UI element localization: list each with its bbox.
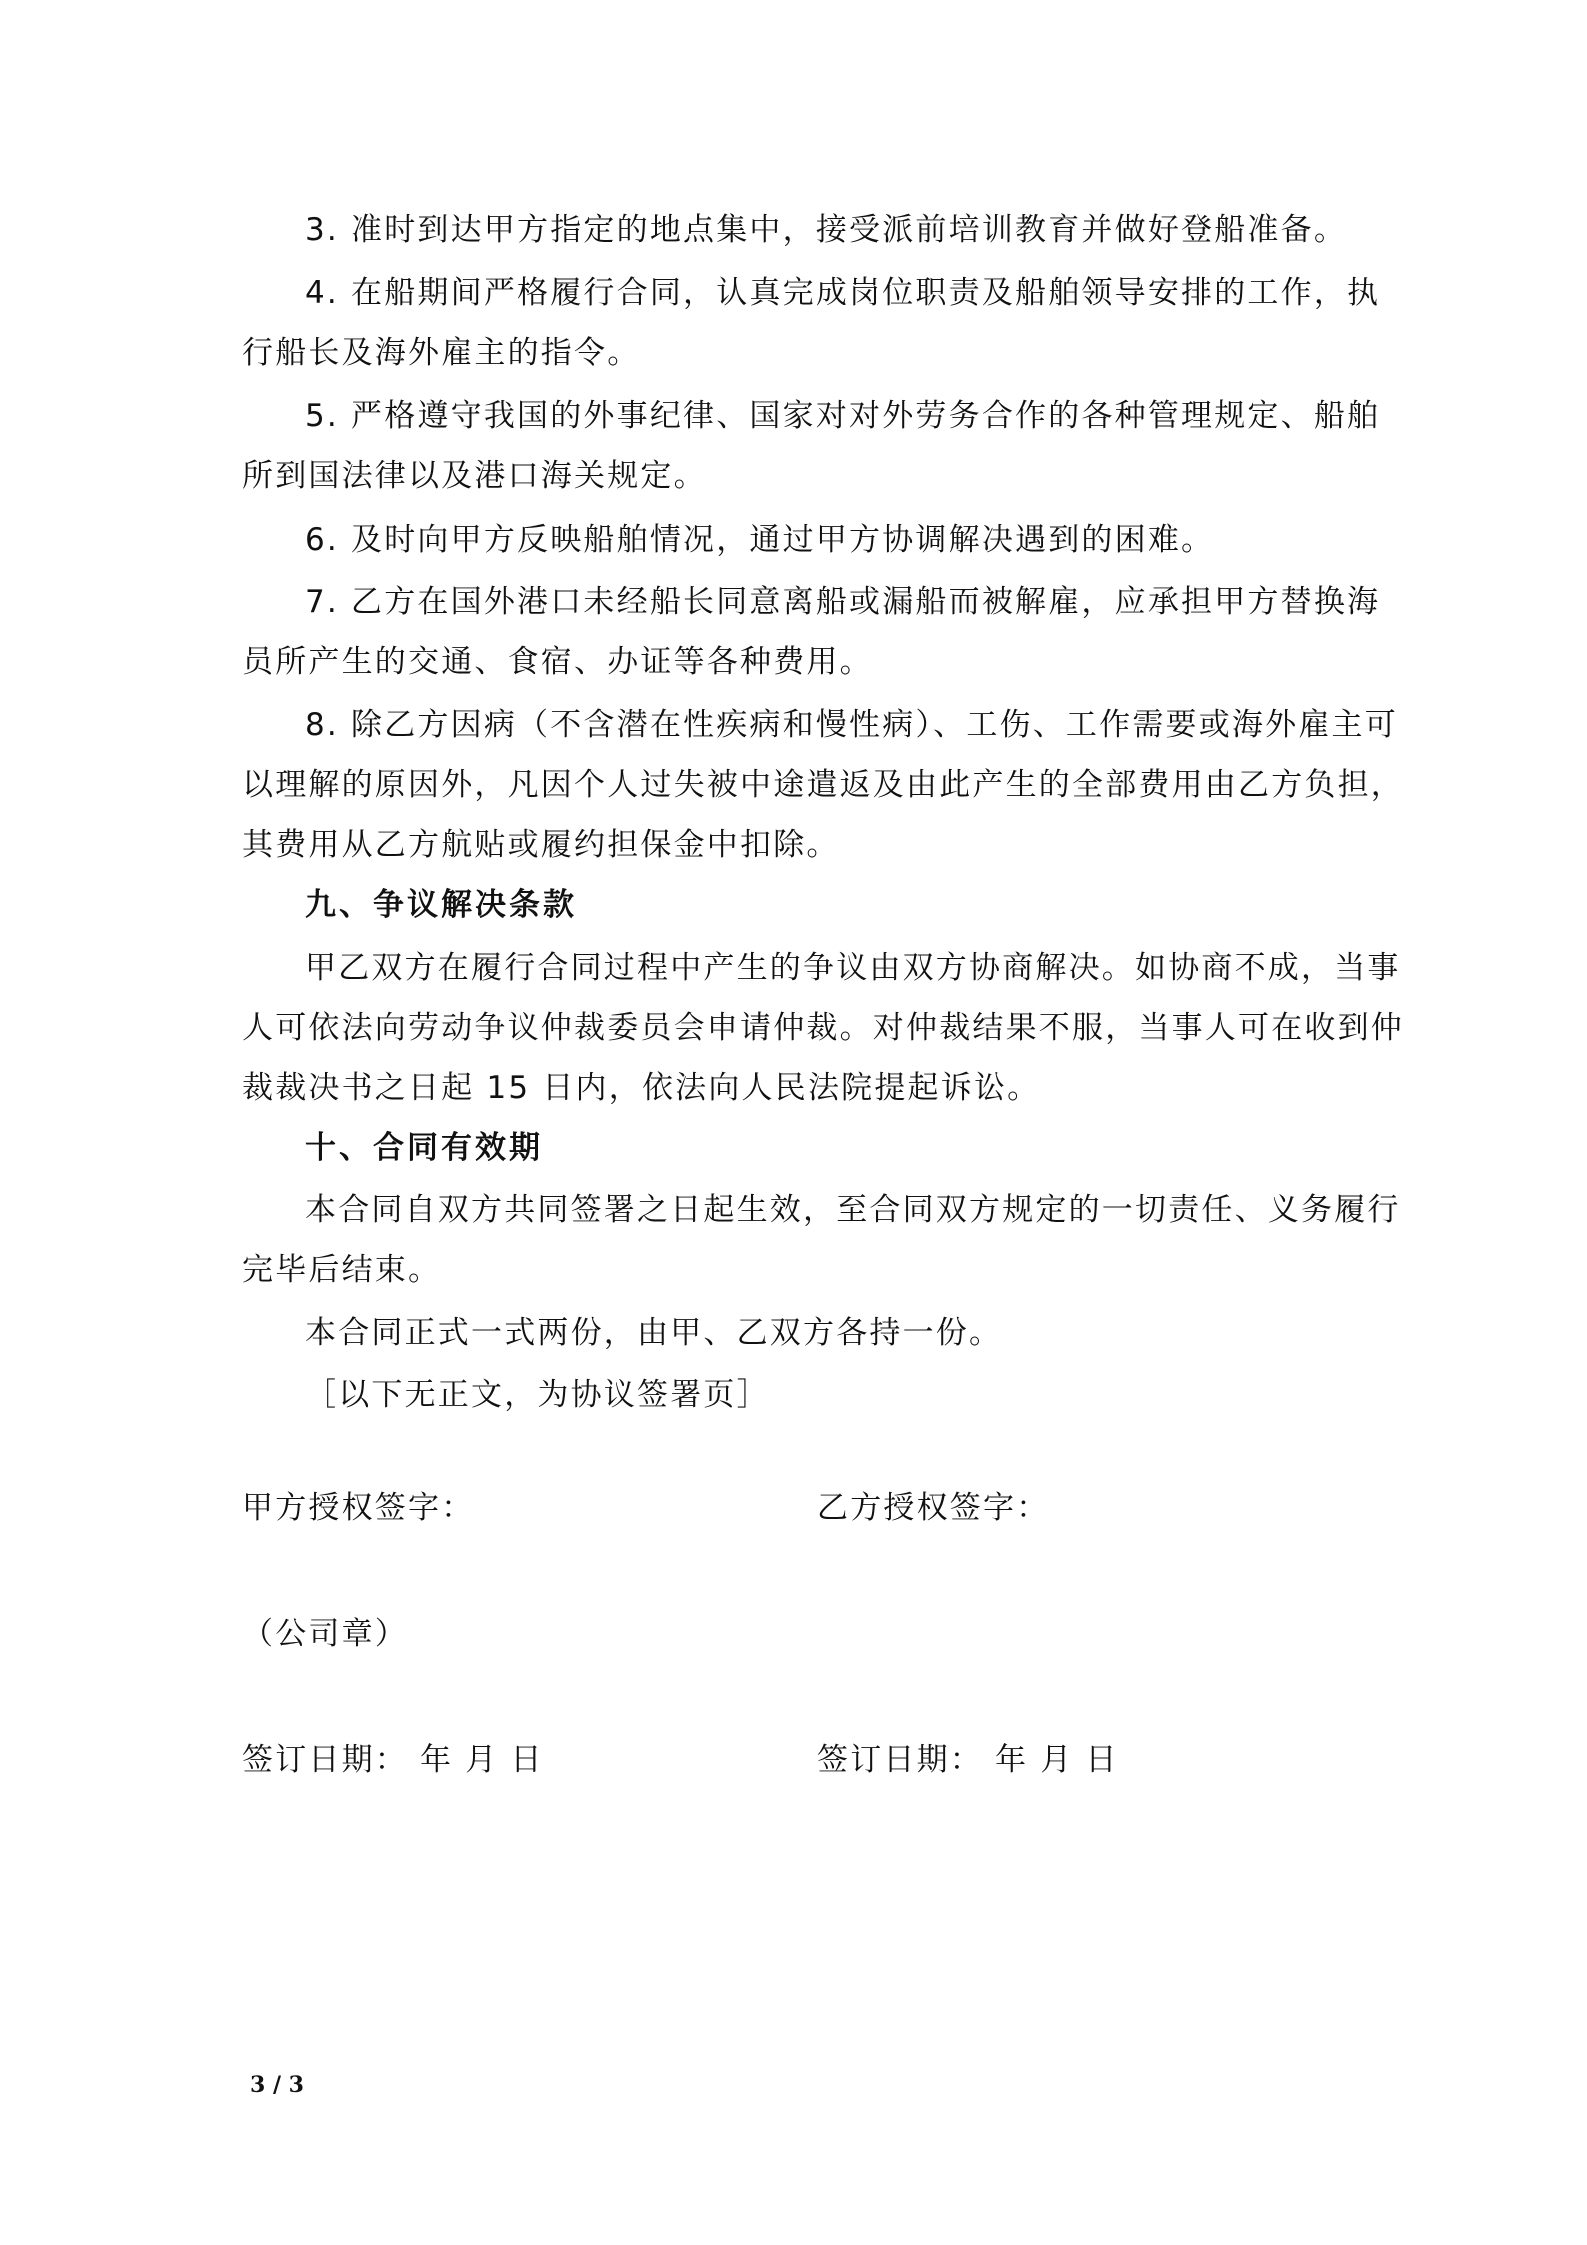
no-text-note: ［以下无正文，为协议签署页］ (305, 1377, 770, 1413)
clause-8-line-2: 以理解的原因外，凡因个人过失被中途遣返及由此产生的全部费用由乙方负担， (242, 767, 1404, 803)
copies-statement: 本合同正式一式两份，由甲、乙双方各持一份。 (305, 1315, 1003, 1351)
clause-8-line-3: 其费用从乙方航贴或履约担保金中扣除。 (242, 827, 840, 863)
party-b-signature-label: 乙方授权签字： (817, 1490, 1050, 1526)
page-number: 3 / 3 (250, 2072, 304, 2098)
party-b-sign-date: 签订日期： 年 月 日 (817, 1742, 1119, 1778)
section-9-heading: 九、争议解决条款 (305, 887, 577, 923)
party-a-signature-label: 甲方授权签字： (242, 1490, 475, 1526)
clause-4-line-2: 行船长及海外雇主的指令。 (242, 335, 641, 371)
clause-5-line-2: 所到国法律以及港口海关规定。 (242, 458, 707, 494)
party-a-sign-date: 签订日期： 年 月 日 (242, 1742, 544, 1778)
section-9-line-1: 甲乙双方在履行合同过程中产生的争议由双方协商解决。如协商不成，当事 (305, 950, 1401, 986)
clause-4-line-1: 4. 在船期间严格履行合同，认真完成岗位职责及船舶领导安排的工作，执 (305, 275, 1381, 311)
section-10-heading: 十、合同有效期 (305, 1130, 543, 1166)
clause-6-line-1: 6. 及时向甲方反映船舶情况，通过甲方协调解决遇到的困难。 (305, 522, 1215, 558)
section-9-line-2: 人可依法向劳动争议仲裁委员会申请仲裁。对仲裁结果不服，当事人可在收到仲 (242, 1010, 1404, 1046)
section-10-line-2: 完毕后结束。 (242, 1252, 442, 1288)
clause-3-line-1: 3. 准时到达甲方指定的地点集中，接受派前培训教育并做好登船准备。 (305, 212, 1348, 248)
clause-5-line-1: 5. 严格遵守我国的外事纪律、国家对对外劳务合作的各种管理规定、船舶 (305, 398, 1381, 434)
clause-7-line-1: 7. 乙方在国外港口未经船长同意离船或漏船而被解雇，应承担甲方替换海 (305, 584, 1381, 620)
clause-7-line-2: 员所产生的交通、食宿、办证等各种费用。 (242, 644, 873, 680)
company-seal-label: （公司章） (242, 1616, 408, 1652)
clause-8-line-1: 8. 除乙方因病（不含潜在性疾病和慢性病）、工伤、工作需要或海外雇主可 (305, 707, 1398, 743)
section-10-line-1: 本合同自双方共同签署之日起生效，至合同双方规定的一切责任、义务履行 (305, 1192, 1401, 1228)
section-9-line-3: 裁裁决书之日起 15 日内，依法向人民法院提起诉讼。 (242, 1070, 1041, 1106)
